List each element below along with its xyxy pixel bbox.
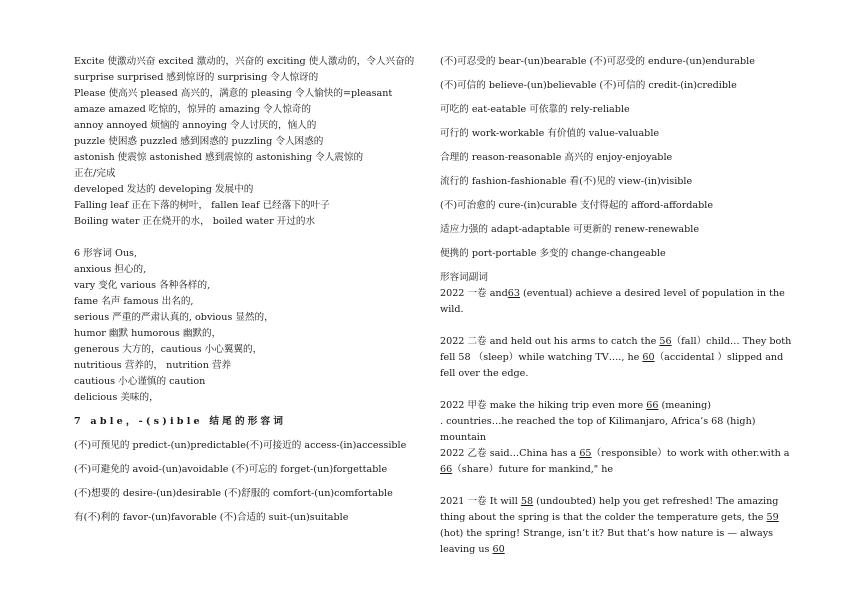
exercise-text: (meaning)	[658, 400, 712, 411]
text-line: developed 发达的 developing 发展中的	[74, 184, 254, 195]
answer-blank: 58	[520, 496, 534, 507]
text-line: humor 幽默 humorous 幽默的，	[74, 328, 222, 339]
answer-blank: 59	[766, 512, 779, 523]
text-line: amaze amazed 吃惊的，惊异的 amazing 令人惊奇的	[74, 104, 311, 115]
text-line: cautious 小心谨慎的 caution	[74, 376, 206, 387]
exercise-text: . countries…he reached the top of Kilimanjaro, Africa’s 68 (high) mountain	[440, 416, 756, 443]
exercise-text: (undoubted) help you get refreshed! The amazing thing about the spring is that the colder the temperature gets, the	[440, 496, 779, 523]
list-item: 流行的 fashion-fashionable 看(不)见的 view-(in)visible	[440, 176, 693, 187]
exercise-text: 2022 甲卷 make the hiking trip even more	[440, 400, 647, 411]
exercise-text: （fall）child… They both fell 58 （sleep）while watching TV…., he	[440, 336, 792, 363]
text-line: delicious 美味的，	[74, 392, 159, 403]
list-item: 合理的 reason-reasonable 高兴的 enjoy-enjoyable	[440, 152, 673, 163]
answer-blank: 66	[440, 464, 453, 475]
text-line: annoy annoyed 烦恼的 annoying 令人讨厌的，恼人的	[74, 120, 317, 131]
answer-blank: 63	[507, 288, 520, 299]
text-line: Please 使高兴 pleased 高兴的，满意的 pleasing 令人愉快的=pleasant	[74, 88, 393, 99]
list-item: (不)可忍受的 bear-(un)bearable (不)可忍受的 endure-(un)endurable	[440, 56, 755, 67]
exercise-text: 2022 乙卷 said…China has a	[440, 448, 580, 459]
text-line: Falling leaf 正在下落的树叶， fallen leaf 已经落下的叶子	[74, 200, 330, 211]
text-line: nutritious 营养的， nutrition 营养	[74, 360, 232, 371]
list-item: 适应力强的 adapt-adaptable 可更新的 renew-renewable	[440, 224, 700, 235]
text-line: puzzle 使困惑 puzzled 感到困惑的 puzzling 令人困惑的	[74, 136, 324, 147]
list-item: 可吃的 eat-eatable 可依靠的 rely-reliable	[440, 104, 630, 115]
answer-blank: 65	[579, 448, 592, 459]
answer-blank: 60	[642, 352, 655, 363]
text-line: 有(不)利的 favor-(un)favorable (不)合适的 suit-(un)suitable	[74, 512, 349, 523]
text-line: fame 名声 famous 出名的,	[74, 296, 194, 307]
text-line: generous 大方的，cautious 小心翼翼的，	[74, 344, 263, 355]
exercise-text: （share）future for mankind," he	[452, 464, 614, 475]
text-line: serious 严重的严肃认真的, obvious 显然的，	[74, 312, 274, 323]
exercise-56	[440, 334, 792, 382]
answer-blank: 60	[492, 544, 505, 555]
section-heading-6: 6 形容词 Ous,	[74, 248, 138, 259]
list-item: 便携的 port-portable 多变的 change-changeable	[440, 248, 666, 259]
left-column	[74, 54, 422, 534]
list-item: 可行的 work-workable 有价值的 value-valuable	[440, 128, 660, 139]
text-line: Boiling water 正在烧开的水， boiled water 开过的水	[74, 216, 316, 227]
exercise-66	[440, 398, 792, 478]
section-heading-7: 7 able，-(s)ible 结尾的形容词	[74, 416, 287, 427]
exercise-text: (hot) the spring! Strange, isn’t it? But that’s how nature is — always leaving us	[440, 528, 774, 555]
right-column	[440, 54, 792, 558]
text-line: surprise surprised 感到惊讶的 surprising 令人惊讶的	[74, 72, 319, 83]
text-line: (不)可避免的 avoid-(un)avoidable (不)可忘的 forget-(un)forgettable	[74, 464, 388, 475]
text-line: 正在/完成	[74, 168, 116, 179]
exercise-text: （accidental ）slipped and fell over the edge.	[440, 352, 784, 379]
answer-blank: 66	[646, 400, 659, 411]
exercise-text: 2021 一卷 It will	[440, 496, 521, 507]
exercise-text: 2022 二卷 and held out his arms to catch the	[440, 336, 660, 347]
exercise-text: （responsible）to work with other.with a	[591, 448, 790, 459]
exercise-63	[440, 286, 792, 318]
text-line: vary 变化 various 各种各样的,	[74, 280, 211, 291]
exercise-text: (eventual) achieve a desired level of population in the wild.	[440, 288, 785, 315]
text-line: (不)想要的 desire-(un)desirable (不)舒服的 comfort-(un)comfortable	[74, 488, 393, 499]
section-title: 形容词副词	[440, 272, 488, 283]
exercise-58	[440, 494, 792, 558]
exercise-text: 2022 一卷 and	[440, 288, 508, 299]
text-line: astonish 使震惊 astonished 感到震惊的 astonishing 令人震惊的	[74, 152, 364, 163]
answer-blank: 56	[659, 336, 672, 347]
text-line: anxious 担心的,	[74, 264, 147, 275]
list-item: (不)可治愈的 cure-(in)curable 支付得起的 afford-affordable	[440, 200, 714, 211]
list-item: (不)可信的 believe-(un)believable (不)可信的 credit-(in)credible	[440, 80, 737, 91]
text-line: (不)可预见的 predict-(un)predictable(不)可接近的 access-(in)accessible	[74, 440, 407, 451]
text-line: Excite 使激动兴奋 excited 激动的，兴奋的 exciting 使人激动的，令人兴奋的	[74, 56, 415, 67]
